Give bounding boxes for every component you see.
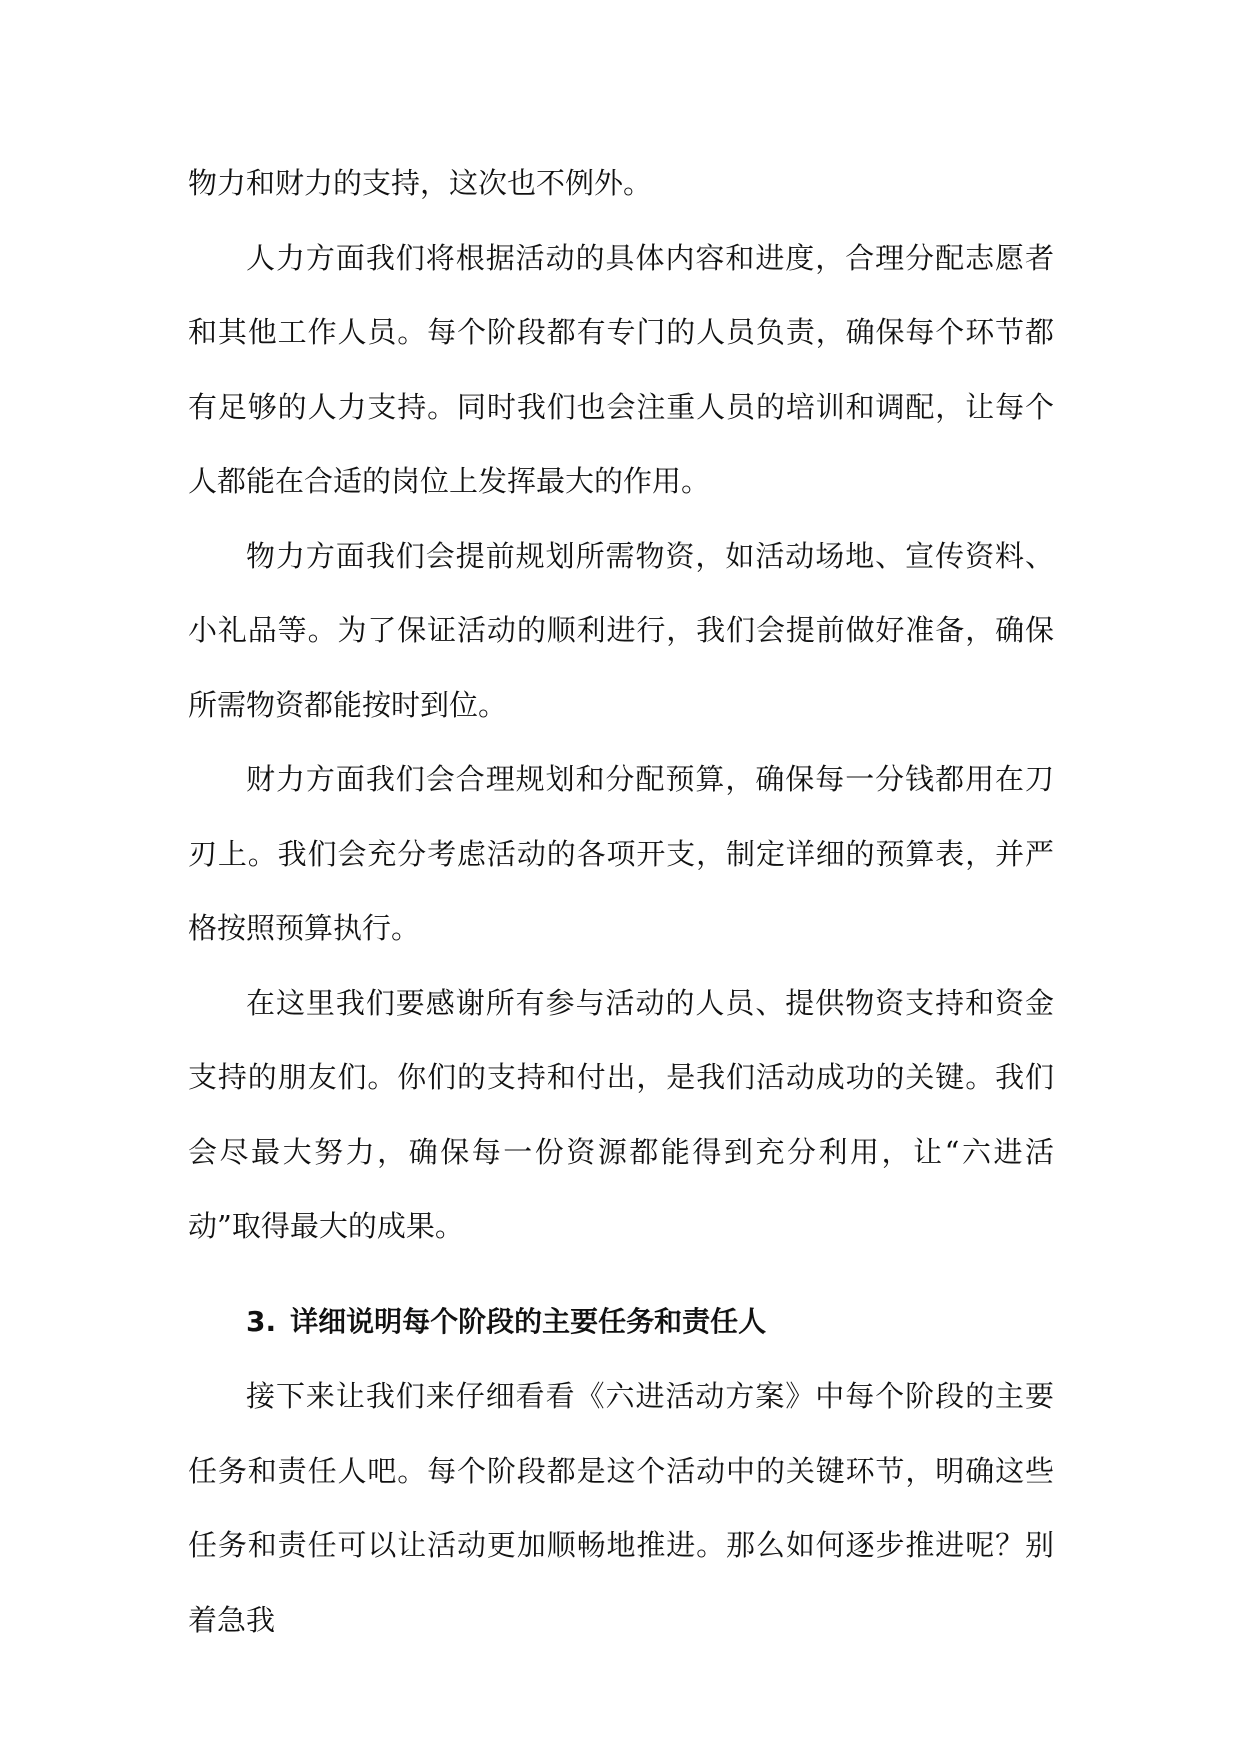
section-number: 3.	[246, 1304, 277, 1338]
paragraph-manpower: 人力方面我们将根据活动的具体内容和进度，合理分配志愿者和其他工作人员。每个阶段都有专门的人员负责，确保每个环节都有足够的人力支持。同时我们也会注重人员的培训和调配，让每个人都能在合适的岗位上发挥最大的作用。	[188, 240, 1054, 498]
section-heading	[188, 1285, 1054, 1360]
paragraph-finance: 财力方面我们会合理规划和分配预算，确保每一分钱都用在刀刃上。我们会充分考虑活动的各项开支，制定详细的预算表，并严格按照预算执行。	[188, 762, 1054, 945]
section-title: 详细说明每个阶段的主要任务和责任人	[290, 1304, 767, 1338]
paragraph-materials: 物力方面我们会提前规划所需物资，如活动场地、宣传资料、小礼品等。为了保证活动的顺利进行，我们会提前做好准备，确保所需物资都能按时到位。	[188, 538, 1054, 722]
paragraph-section-intro: 接下来让我们来仔细看看《六进活动方案》中每个阶段的主要任务和责任人吧。每个阶段都是这个活动中的关键环节，明确这些任务和责任可以让活动更加顺畅地推进。那么如何逐步推进呢？别着急我	[188, 1379, 1054, 1637]
paragraph-continuation: 物力和财力的支持，这次也不例外。	[188, 166, 653, 200]
paragraph-thanks: 在这里我们要感谢所有参与活动的人员、提供物资支持和资金支持的朋友们。你们的支持和付出，是我们活动成功的关键。我们会尽最大努力，确保每一份资源都能得到充分利用，让“六进活动”取得最大的成果。	[188, 985, 1054, 1243]
document-body	[188, 146, 1054, 1657]
